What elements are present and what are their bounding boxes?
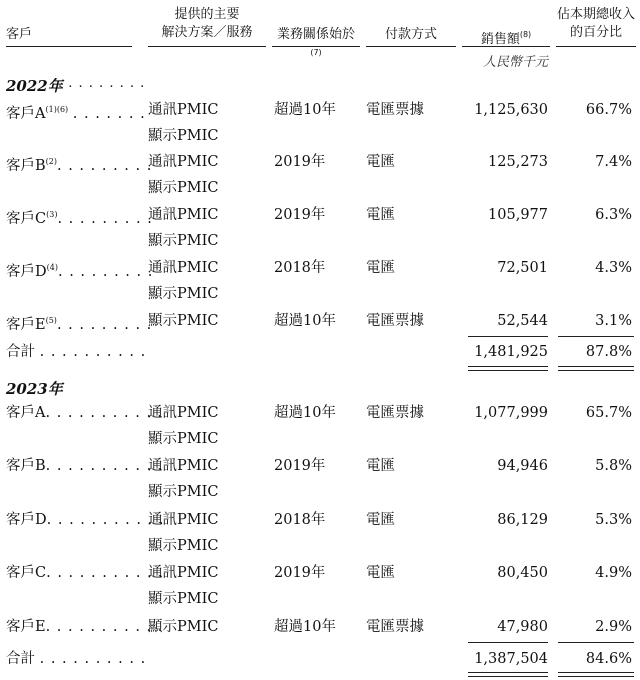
header-rule-customer (6, 46, 132, 47)
customer-name: 客戶B (6, 158, 46, 174)
total-double-rule (468, 366, 548, 371)
leader-dots: . . . . . . . . . . . (46, 512, 165, 528)
header-relationship-text: 業務關係始於 (276, 27, 355, 42)
subtotal-rule (468, 642, 548, 643)
revenue-pct: 65.7% (585, 405, 632, 421)
payment-method: 電匯 (366, 207, 395, 223)
sales-amount: 94,946 (497, 458, 548, 474)
leader-dots: . . . . . . . . . . . (45, 619, 164, 635)
leader-dots: . . . . . . . . . . . (46, 565, 164, 581)
payment-method: 電匯 (366, 154, 395, 170)
revenue-pct: 3.1% (595, 313, 632, 329)
solution-line: 顯示PMIC (148, 591, 219, 607)
header-rule-solutions (148, 46, 266, 47)
customer-e-2022 (6, 311, 152, 335)
header-sales-note: (8) (519, 30, 532, 39)
header-sales-text: 銷售額 (480, 32, 520, 47)
relationship-since: 2019年 (274, 565, 326, 581)
customer-note: (1)(6) (45, 105, 69, 114)
sales-amount: 1,077,999 (474, 405, 548, 421)
solution-line: 通訊PMIC (148, 102, 219, 118)
relationship-since: 2019年 (274, 458, 326, 474)
customer-name: 客戶A (6, 405, 46, 421)
total-pct: 87.8% (585, 344, 632, 360)
payment-method: 電匯票據 (366, 619, 424, 635)
total-2023 (6, 649, 146, 669)
customer-name: 客戶D (6, 264, 47, 280)
revenue-pct: 6.3% (595, 207, 632, 223)
customer-name: 客戶D (6, 512, 47, 528)
relationship-since: 2019年 (274, 154, 326, 170)
solution-line: 顯示PMIC (148, 538, 219, 554)
payment-method: 電匯 (366, 458, 395, 474)
header-rule-pct (556, 46, 636, 47)
revenue-pct: 7.4% (595, 154, 632, 170)
customer-note: (3) (46, 210, 58, 219)
total-label: 合計 (6, 651, 35, 667)
payment-method: 電匯票據 (366, 405, 424, 421)
solution-line: 顯示PMIC (148, 128, 219, 144)
payment-method: 電匯票據 (366, 313, 424, 329)
header-rule-payment (366, 46, 456, 47)
revenue-pct: 4.9% (595, 565, 632, 581)
sales-amount: 105,977 (488, 207, 548, 223)
total-2022 (6, 342, 146, 362)
revenue-pct: 5.8% (595, 458, 632, 474)
sales-amount: 52,544 (497, 313, 548, 329)
solution-line: 顯示PMIC (148, 313, 219, 329)
leader-dots: . . . . . . . . . (56, 317, 153, 333)
leader-dots: . . . . . . . . . . (39, 344, 147, 360)
customer-name: 客戶C (6, 211, 47, 227)
customer-name: 客戶C (6, 565, 47, 581)
customer-name: 客戶B (6, 458, 46, 474)
relationship-since: 超過10年 (274, 619, 336, 635)
customer-a-2023 (6, 403, 163, 423)
revenue-pct: 66.7% (585, 102, 632, 118)
solution-line: 通訊PMIC (148, 405, 219, 421)
customer-name: 客戶E (6, 619, 46, 635)
subtotal-rule (558, 336, 634, 337)
header-payment: 付款方式 (384, 27, 437, 42)
solution-line: 顯示PMIC (148, 484, 219, 500)
relationship-since: 2018年 (274, 512, 326, 528)
sales-amount: 1,125,630 (474, 102, 548, 118)
solution-line: 通訊PMIC (148, 260, 219, 276)
relationship-since: 超過10年 (274, 405, 336, 421)
subtotal-rule (468, 336, 548, 337)
customer-b-2023 (6, 456, 163, 476)
customer-note: (5) (45, 316, 57, 325)
customer-name: 客戶A (6, 106, 46, 122)
solution-line: 通訊PMIC (148, 512, 219, 528)
payment-method: 電匯票據 (366, 102, 424, 118)
leader-dots: . . . . . . . . . (57, 264, 154, 280)
leader-dots: . . . . . . . . . (57, 158, 153, 174)
header-rule-relationship (272, 46, 360, 47)
sales-amount: 47,980 (497, 619, 548, 635)
leader-dots: . . . . . . . (72, 106, 146, 122)
relationship-since: 2019年 (274, 207, 326, 223)
year-2022-dots: . . . . . . . . . (58, 76, 146, 91)
header-solutions-line1: 提供的主要 (174, 7, 240, 22)
total-double-rule (558, 366, 634, 371)
sales-amount: 80,450 (497, 565, 548, 581)
customer-c-2022 (6, 205, 153, 229)
header-solutions (148, 6, 266, 42)
solution-line: 顯示PMIC (148, 233, 219, 249)
leader-dots: . . . . . . . . . . . (45, 405, 164, 421)
leader-dots: . . . . . . . . . . (39, 651, 147, 667)
header-pct (556, 6, 636, 42)
sales-amount: 125,273 (488, 154, 548, 170)
header-relationship-note: (7) (310, 48, 322, 57)
revenue-pct: 2.9% (595, 619, 632, 635)
subtotal-rule (558, 642, 634, 643)
customer-d-2022 (6, 258, 153, 282)
total-double-rule (468, 672, 548, 677)
solution-line: 顯示PMIC (148, 431, 219, 447)
header-solutions-line2: 解決方案／服務 (161, 25, 253, 40)
solution-line: 通訊PMIC (148, 565, 219, 581)
relationship-since: 2018年 (274, 260, 326, 276)
total-double-rule (558, 672, 634, 677)
solution-line: 顯示PMIC (148, 619, 219, 635)
revenue-pct: 4.3% (595, 260, 632, 276)
revenue-pct: 5.3% (595, 512, 632, 528)
solution-line: 通訊PMIC (148, 207, 219, 223)
header-pct-line1: 佔本期總收入 (556, 7, 635, 22)
header-customer: 客戶 (6, 27, 33, 42)
total-sales: 1,387,504 (474, 651, 548, 667)
unit-label: 人民幣千元 (482, 55, 548, 70)
customer-e-2023 (6, 617, 163, 637)
payment-method: 電匯 (366, 565, 395, 581)
year-2022: 2022年 (6, 77, 63, 95)
header-pct-line2: 的百分比 (569, 25, 622, 40)
customer-a-2022 (6, 100, 146, 124)
customer-c-2023 (6, 563, 164, 583)
solution-line: 通訊PMIC (148, 458, 219, 474)
payment-method: 電匯 (366, 512, 395, 528)
customer-b-2022 (6, 152, 152, 176)
customer-note: (2) (45, 157, 57, 166)
leader-dots: . . . . . . . . . . . (45, 458, 164, 474)
sales-amount: 86,129 (497, 512, 548, 528)
customer-d-2023 (6, 510, 164, 530)
sales-amount: 72,501 (497, 260, 548, 276)
total-pct: 84.6% (585, 651, 632, 667)
year-2023: 2023年 (6, 380, 63, 398)
total-sales: 1,481,925 (474, 344, 548, 360)
customer-name: 客戶E (6, 317, 46, 333)
solution-line: 顯示PMIC (148, 180, 219, 196)
solution-line: 顯示PMIC (148, 286, 219, 302)
relationship-since: 超過10年 (274, 313, 336, 329)
customer-note: (4) (46, 263, 58, 272)
header-rule-sales (462, 46, 550, 47)
leader-dots: . . . . . . . . . (57, 211, 153, 227)
payment-method: 電匯 (366, 260, 395, 276)
total-label: 合計 (6, 344, 35, 360)
solution-line: 通訊PMIC (148, 154, 219, 170)
relationship-since: 超過10年 (274, 102, 336, 118)
